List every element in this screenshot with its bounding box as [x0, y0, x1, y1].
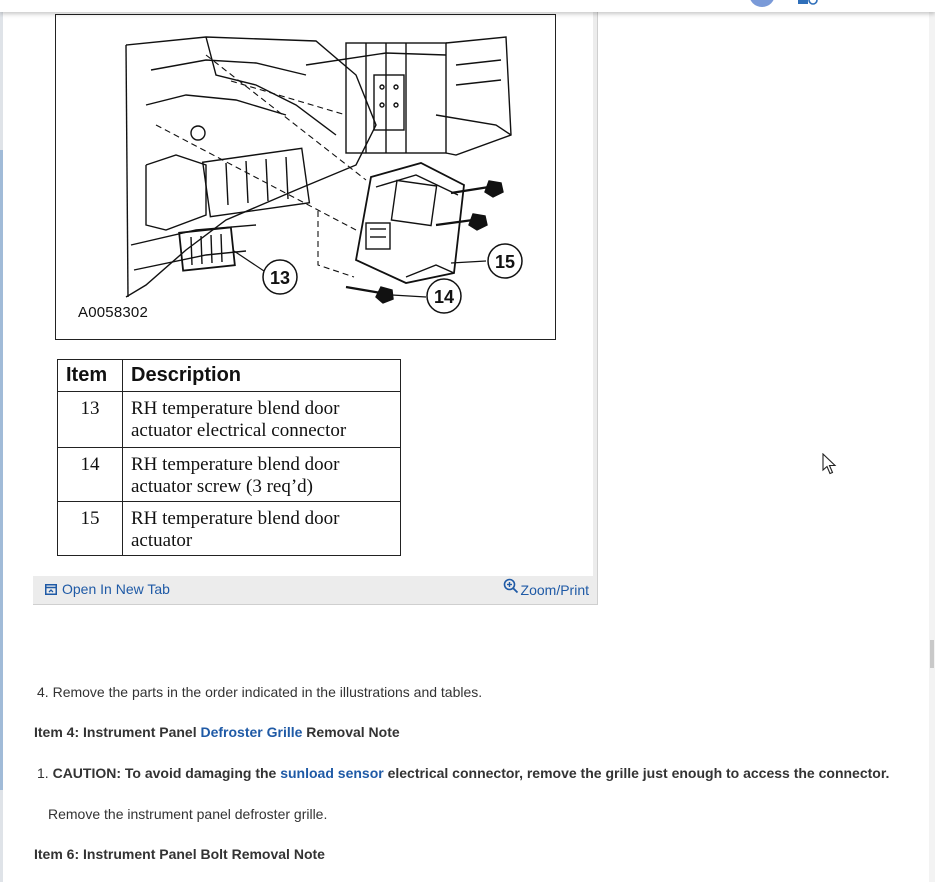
actuator-illustration [55, 14, 556, 340]
figure-card [33, 0, 598, 605]
magnifier-plus-icon [503, 578, 519, 594]
legend-desc-line: RH temperature blend door [131, 454, 340, 475]
callout-15-label: 15 [494, 252, 516, 272]
figure-id-label: A0058302 [78, 304, 149, 321]
item-6-heading: Item 6: Instrument Panel Bolt Removal Note [34, 846, 325, 862]
caution-suffix: electrical connector, remove the grille just enough to access the connector. [383, 765, 890, 781]
sunload-sensor-link[interactable]: sunload sensor [280, 765, 384, 781]
caution-step [37, 765, 889, 781]
legend-desc-line: actuator screw (3 req’d) [131, 476, 313, 497]
item-4-heading [34, 724, 400, 740]
avatar[interactable] [749, 0, 775, 7]
window-left-edge [0, 0, 3, 882]
legend-desc-line: actuator [131, 530, 193, 551]
legend-item-description [123, 502, 401, 556]
legend-item-description [123, 392, 401, 448]
app-switcher-icon[interactable] [798, 0, 822, 6]
figure-body [33, 0, 593, 576]
legend-item-number: 15 [58, 502, 123, 556]
step-number: 1. [37, 765, 49, 781]
legend-desc-line: RH temperature blend door [131, 398, 340, 419]
table-row [58, 392, 401, 448]
step-4 [37, 684, 482, 700]
scrollbar[interactable] [929, 10, 935, 882]
legend-item-number: 14 [58, 448, 123, 502]
heading-suffix: Removal Note [302, 724, 400, 740]
callout-13-label: 13 [269, 268, 291, 288]
legend-desc-line: actuator electrical connector [131, 420, 347, 441]
top-toolbar [0, 0, 935, 12]
open-in-new-tab-label: Open In New Tab [62, 581, 170, 597]
legend-desc-line: RH temperature blend door [131, 508, 340, 529]
scrollbar-thumb[interactable] [930, 640, 934, 668]
exploded-view-drawing [56, 15, 555, 339]
legend-item-number: 13 [58, 392, 123, 448]
zoom-print-link[interactable] [503, 578, 589, 598]
legend-item-description [123, 448, 401, 502]
legend-header-item: Item [58, 360, 123, 392]
legend-header-description: Description [123, 360, 401, 392]
step-number: 4. [37, 684, 49, 700]
step-text: Remove the parts in the order indicated in the illustrations and tables. [52, 684, 483, 700]
callout-14-label: 14 [433, 287, 455, 307]
defroster-grille-link[interactable]: Defroster Grille [200, 724, 303, 740]
open-in-new-tab-link[interactable] [45, 581, 170, 597]
figure-footer [33, 576, 597, 604]
zoom-print-label: Zoom/Print [520, 582, 589, 598]
caution-body: Remove the instrument panel defroster grille. [48, 806, 328, 822]
heading-prefix: Item 4: Instrument Panel [34, 724, 201, 740]
open-in-new-tab-icon [45, 584, 57, 595]
mouse-pointer-icon [822, 453, 838, 475]
caution-prefix: CAUTION: To avoid damaging the [52, 765, 281, 781]
legend-table [57, 359, 401, 556]
table-row [58, 448, 401, 502]
table-row [58, 502, 401, 556]
